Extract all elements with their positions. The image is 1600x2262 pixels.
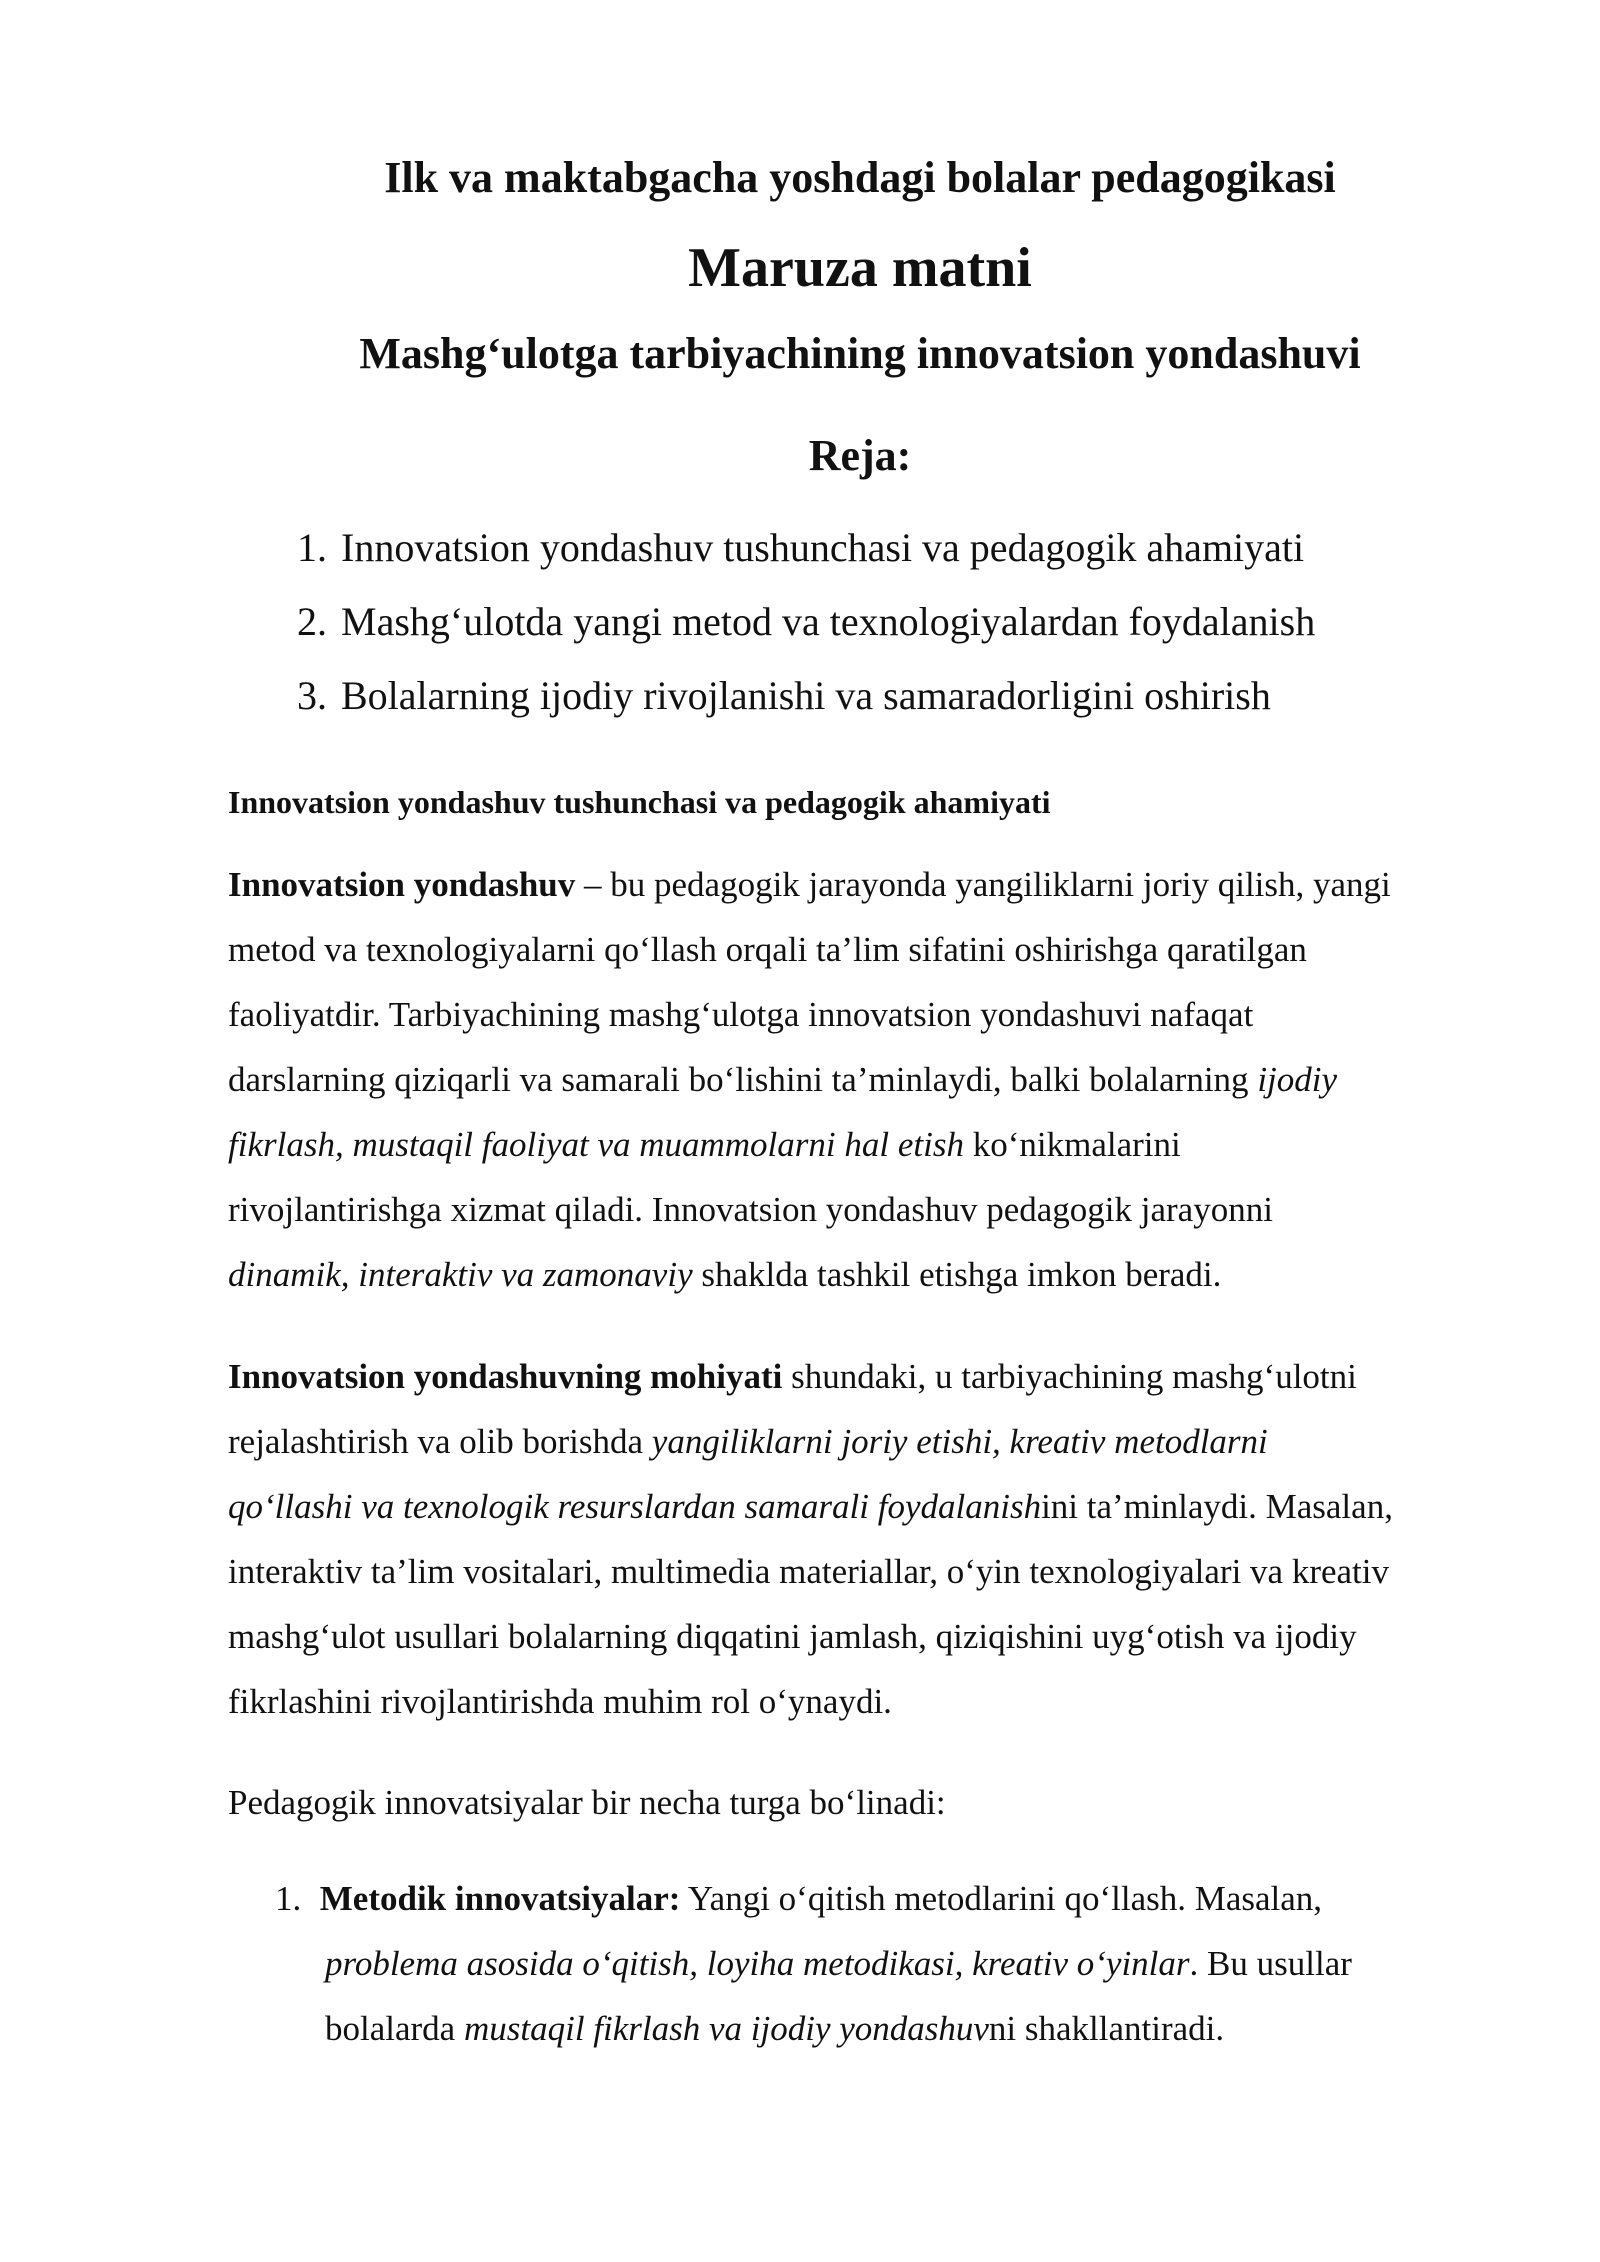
text-run: – bu pedagogik jarayonda yangiliklarni joriy qilish, yangi [575,865,1391,904]
bold-term: Metodik innovatsiyalar: [319,1879,681,1918]
plan-item-text: Mashg‘ulotda yangi metod va texnologiyalardan foydalanish [341,599,1316,644]
text-line: faoliyatdir. Tarbiyachining mashg‘ulotga innovatsion yondashuvi nafaqat [228,995,1254,1034]
text-line [228,852,1518,917]
plan-item-number: 2. [297,599,327,644]
innovation-types-list [275,1866,1352,2061]
plan-item-number: 3. [297,673,327,718]
italic-run: fikrlash, mustaqil faoliyat va muammolarni hal etish [228,1125,964,1164]
text-line [275,1931,1352,1996]
plan-item-number: 1. [297,525,327,570]
italic-run: ijodiy [1257,1060,1338,1099]
lecture-topic: Mashg‘ulotga tarbiyachining innovatsion yondashuvi [359,329,1361,378]
list-item-number: 1. [275,1879,302,1918]
plan-item [275,518,1315,592]
bold-term: Innovatsion yondashuvning mohiyati [228,1357,783,1396]
text-line: metod va texnologiyalarni qo‘llash orqali ta’lim sifatini oshirishga qaratilgan [228,930,1307,969]
plan-list [275,518,1315,740]
italic-run: mustaqil fikrlash va ijodiy yondashuv [463,2009,989,2048]
bold-term: Innovatsion yondashuv [228,865,576,904]
plan-item [275,666,1315,740]
text-line [228,1242,1518,1307]
italic-run: yangiliklarni joriy etishi, kreativ metodlarni [651,1422,1268,1461]
text-line [228,1344,1518,1409]
italic-run: qo‘llashi va texnologik resurslardan samarali foydalanish [228,1487,1042,1526]
course-title: Ilk va maktabgacha yoshdagi bolalar pedagogikasi [384,153,1336,202]
italic-run: problema asosida o‘qitish, loyiha metodikasi, kreativ o‘yinlar [325,1944,1190,1983]
paragraph-essence [228,1344,1518,1734]
text-line: rivojlantirishga xizmat qiladi. Innovatsion yondashuv pedagogik jarayonni [228,1190,1273,1229]
text-run: bolalarda [325,2009,464,2048]
section-heading: Innovatsion yondashuv tushunchasi va pedagogik ahamiyati [228,784,1051,820]
text-line [275,1996,1352,2061]
text-run: rejalashtirish va olib borishda [228,1422,652,1461]
text-line [228,1474,1518,1539]
paragraph-types-intro [228,1770,1518,1835]
plan-item [275,592,1315,666]
paragraph-definition [228,852,1518,1307]
text-line: mashg‘ulot usullari bolalarning diqqatini jamlash, qiziqishini uyg‘otish va ijodiy [228,1617,1357,1656]
text-run: shundaki, u tarbiyachining mashg‘ulotni [782,1357,1357,1396]
text-line: fikrlashini rivojlantirishda muhim rol o‘ynaydi. [228,1682,892,1721]
text-run: ini ta’minlaydi. Masalan, [1041,1487,1393,1526]
text-line [228,1112,1518,1177]
list-item [275,1866,1352,2061]
text-line [275,1866,1352,1931]
text-run: shaklda tashkil etishga imkon beradi. [692,1255,1222,1294]
text-run: ni shakllantiradi. [988,2009,1225,2048]
text-run: darslarning qiziqarli va samarali bo‘lishini ta’minlaydi, balki bolalarning [228,1060,1258,1099]
text-line [228,1409,1518,1474]
italic-run: dinamik, interaktiv va zamonaviy [228,1255,693,1294]
text-run: ko‘nikmalarini [963,1125,1181,1164]
plan-heading: Reja: [808,431,912,480]
text-run: Yangi o‘qitish metodlarini qo‘llash. Masalan, [680,1879,1323,1918]
plan-item-text: Bolalarning ijodiy rivojlanishi va samaradorligini oshirish [341,673,1271,718]
document-type-title: Maruza matni [688,237,1032,299]
text-line: Pedagogik innovatsiyalar bir necha turga bo‘linadi: [228,1783,946,1822]
text-line [228,1047,1518,1112]
text-run: . Bu usullar [1189,1944,1352,1983]
plan-item-text: Innovatsion yondashuv tushunchasi va pedagogik ahamiyati [341,525,1305,570]
text-line: interaktiv ta’lim vositalari, multimedia materiallar, o‘yin texnologiyalari va kreativ [228,1552,1389,1591]
